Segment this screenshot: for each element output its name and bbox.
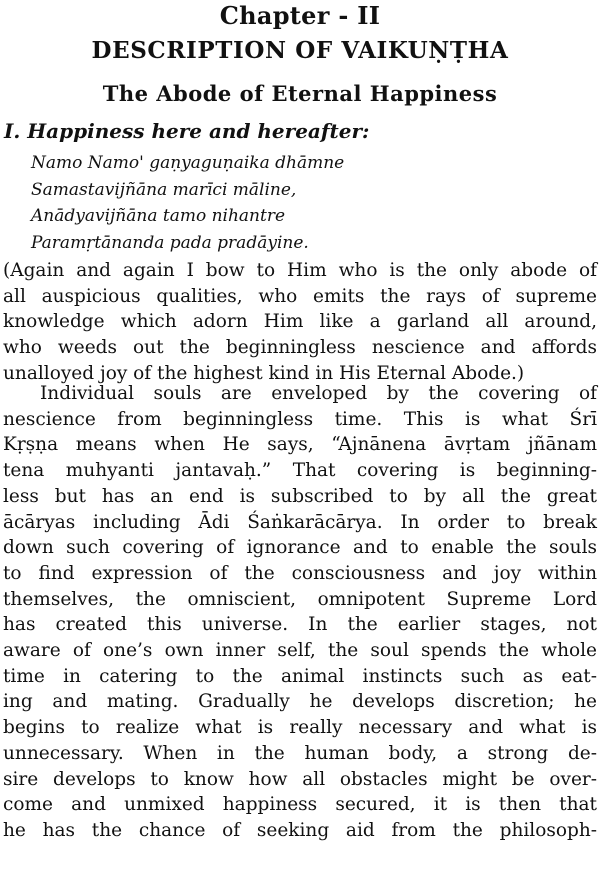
chapter-title: DESCRIPTION OF VAIKUṆṬHA (91, 37, 509, 64)
body-line: to find expression of the consciousness and joy within (3, 562, 597, 584)
body-line: Individual souls are enveloped by the covering of (40, 383, 597, 404)
chapter-subtitle: The Abode of Eternal Happiness (102, 81, 498, 106)
body-line: come and unmixed happiness secured, it is then that (3, 794, 597, 816)
body-line: unnecessary. When in the human body, a strong de- (3, 742, 597, 764)
verse-line: Namo Namo' gaṇyaguṇaika dhāmne (31, 153, 345, 173)
body-line: sire develops to know how all obstacles might be over- (3, 768, 597, 790)
translation-line: who weeds out the beginningless nescience and affords (3, 337, 597, 359)
verse-line: Paramṛtānanda pada pradāyine. (31, 232, 309, 253)
verse-translation (3, 258, 597, 387)
body-line: begins to realize what is really necessary and what is (3, 717, 597, 739)
body-line: time in catering to the animal instincts such as eat- (3, 665, 597, 687)
body-line: he has the chance of seeking aid from the philosoph- (3, 819, 597, 841)
translation-line: all auspicious qualities, who emits the rays of supreme (3, 285, 597, 307)
body-line: nescience from beginningless time. This is what Śrī (3, 408, 597, 430)
body-line: ācāryas including Ādi Śaṅkarācārya. In order to break (3, 511, 597, 533)
section-heading: I. Happiness here and hereafter: (4, 119, 370, 143)
verse-line: Anādyavijñāna tamo nihantre (31, 206, 286, 226)
body-line: tena muhyanti jantavaḥ.” That covering is beginning- (3, 460, 597, 482)
translation-line: knowledge which adorn Him like a garland all around, (3, 311, 597, 333)
sanskrit-verse (31, 150, 344, 256)
verse-line: Samastavijñāna marīci māline, (31, 179, 297, 200)
translation-line: (Again and again I bow to Him who is the only abode of (3, 260, 597, 281)
body-line: Kṛṣṇa means when He says, “Ajnānena āvṛtam jñānam (3, 434, 597, 456)
chapter-heading: Chapter - II (219, 1, 381, 30)
body-line: down such covering of ignorance and to enable the souls (3, 537, 597, 559)
body-line: less but has an end is subscribed to by all the great (3, 485, 597, 507)
translation-line: unalloyed joy of the highest kind in His Eternal Abode.) (3, 362, 525, 384)
body-line: has created this universe. In the earlier stages, not (3, 614, 597, 636)
body-line: ing and mating. Gradually he develops discretion; he (3, 691, 597, 713)
body-paragraph (3, 381, 597, 844)
body-line: aware of one’s own inner self, the soul spends the whole (3, 640, 597, 662)
body-line: themselves, the omniscient, omnipotent Supreme Lord (3, 588, 597, 610)
